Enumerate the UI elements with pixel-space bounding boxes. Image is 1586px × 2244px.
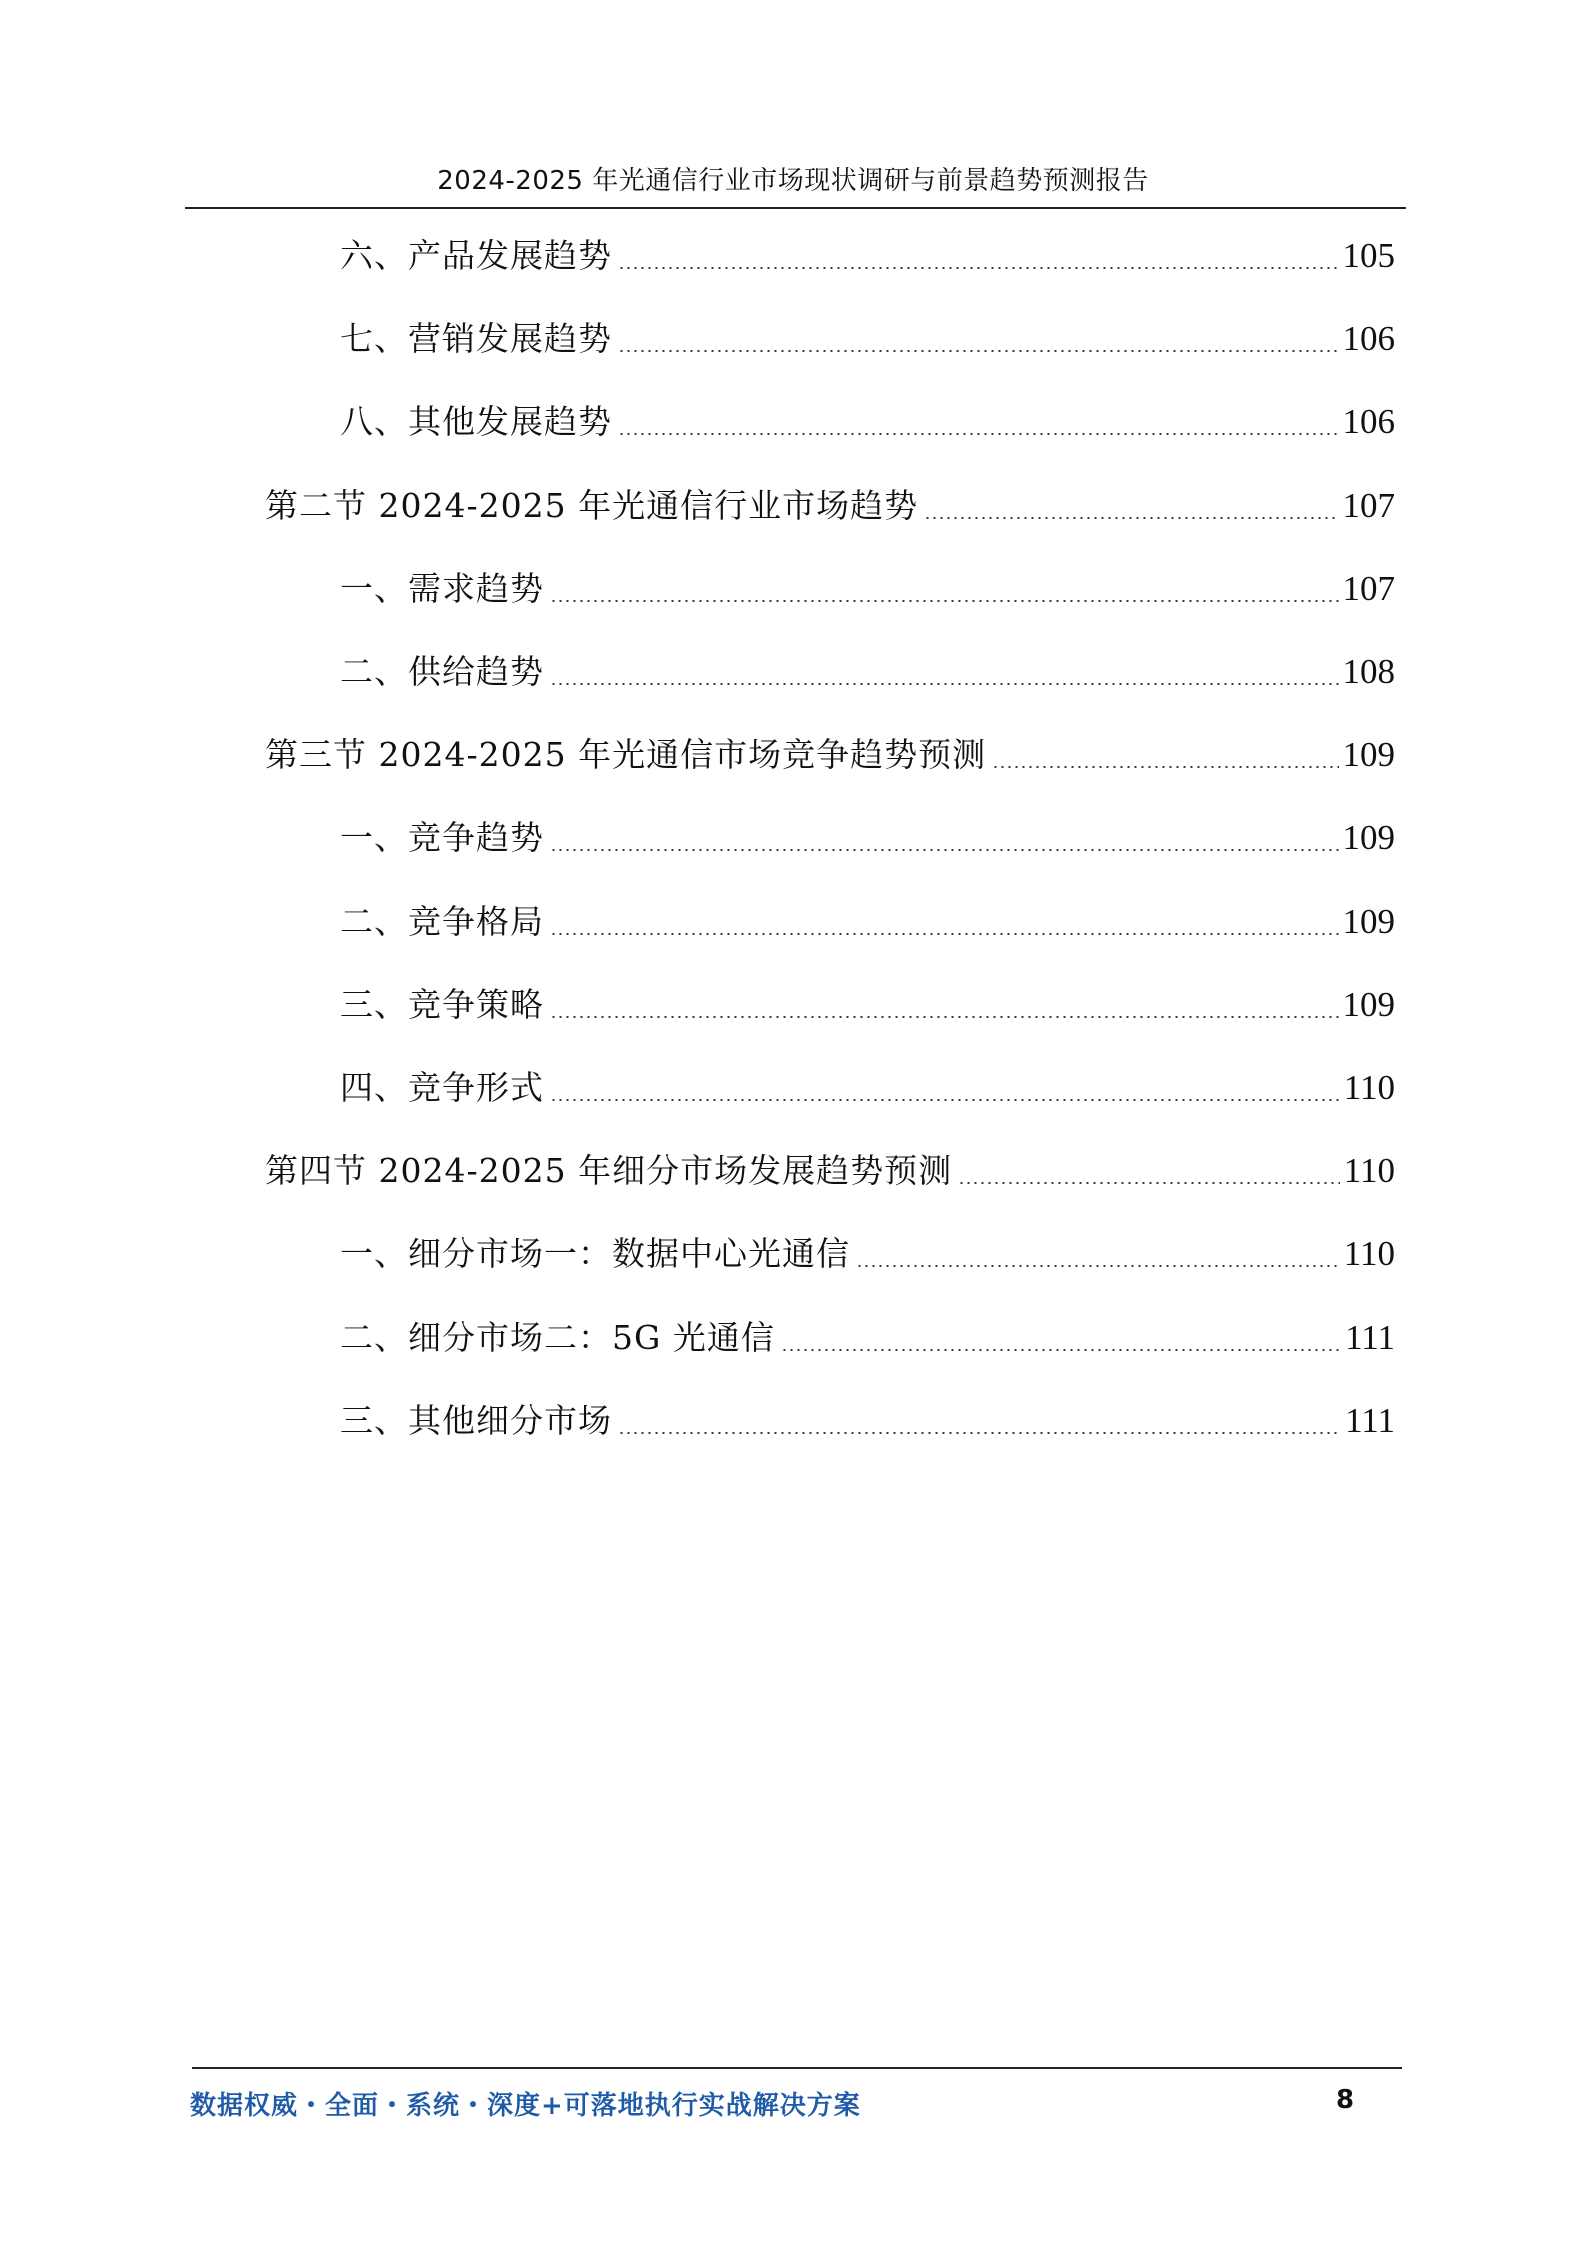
toc-entry-page: 109 bbox=[1342, 902, 1395, 941]
toc-entry-page: 110 bbox=[1343, 1068, 1395, 1107]
toc-entry-page: 109 bbox=[1342, 735, 1395, 774]
toc-entry-page: 109 bbox=[1342, 985, 1395, 1024]
toc-entry[interactable] bbox=[340, 1222, 1395, 1278]
toc-entry-label: 八、其他发展趋势 bbox=[340, 402, 612, 441]
toc-entry-page: 106 bbox=[1342, 402, 1395, 441]
toc-entry[interactable] bbox=[340, 640, 1395, 696]
toc-entry-label: 一、细分市场一：数据中心光通信 bbox=[340, 1234, 850, 1273]
toc-entry-label: 第三节 2024-2025 年光通信市场竞争趋势预测 bbox=[265, 735, 987, 774]
toc-entry-label: 六、产品发展趋势 bbox=[340, 236, 612, 275]
toc-entry-page: 106 bbox=[1342, 319, 1395, 358]
toc-entry[interactable] bbox=[340, 557, 1395, 613]
toc-dot-leader bbox=[618, 1432, 1341, 1434]
toc-dot-leader bbox=[550, 600, 1339, 602]
toc-entry[interactable] bbox=[340, 224, 1395, 280]
toc-entry-page: 111 bbox=[1345, 1401, 1395, 1440]
toc-entry[interactable] bbox=[340, 806, 1395, 862]
toc-entry-page: 107 bbox=[1342, 486, 1395, 525]
toc-entry-label: 二、细分市场二：5G 光通信 bbox=[340, 1318, 775, 1357]
toc-dot-leader bbox=[550, 933, 1339, 935]
toc-entry-page: 111 bbox=[1345, 1318, 1395, 1357]
toc-entry-label: 第四节 2024-2025 年细分市场发展趋势预测 bbox=[265, 1151, 953, 1190]
toc-dot-leader bbox=[550, 849, 1339, 851]
toc-entry-label: 第二节 2024-2025 年光通信行业市场趋势 bbox=[265, 486, 919, 525]
toc-entry-label: 二、竞争格局 bbox=[340, 902, 544, 941]
toc-entry[interactable] bbox=[340, 1056, 1395, 1112]
toc-entry[interactable] bbox=[340, 973, 1395, 1029]
toc-dot-leader bbox=[856, 1265, 1340, 1267]
toc-entry-page: 105 bbox=[1342, 236, 1395, 275]
toc-entry-label: 七、营销发展趋势 bbox=[340, 319, 612, 358]
footer-divider bbox=[192, 2067, 1402, 2069]
toc-entry-page: 108 bbox=[1342, 652, 1395, 691]
toc-entry-page: 107 bbox=[1342, 569, 1395, 608]
toc-entry-page: 110 bbox=[1343, 1151, 1395, 1190]
toc-entry[interactable] bbox=[340, 1306, 1395, 1362]
toc-entry-label: 三、其他细分市场 bbox=[340, 1401, 612, 1440]
toc-dot-leader bbox=[550, 1099, 1340, 1101]
footer-slogan: 数据权威・全面・系统・深度+可落地执行实战解决方案 bbox=[190, 2091, 861, 2121]
toc-dot-leader bbox=[550, 1016, 1339, 1018]
toc-entry[interactable] bbox=[265, 1139, 1395, 1195]
page-number: 8 bbox=[1336, 2085, 1355, 2115]
toc-dot-leader bbox=[781, 1349, 1341, 1351]
toc-entry-label: 一、竞争趋势 bbox=[340, 818, 544, 857]
toc-entry[interactable] bbox=[340, 307, 1395, 363]
toc-entry[interactable] bbox=[265, 474, 1395, 530]
toc-dot-leader bbox=[618, 433, 1339, 435]
toc-dot-leader bbox=[550, 683, 1339, 685]
toc-dot-leader bbox=[924, 517, 1338, 519]
toc-entry-page: 110 bbox=[1343, 1234, 1395, 1273]
toc-entry-label: 二、供给趋势 bbox=[340, 652, 544, 691]
toc-dot-leader bbox=[618, 267, 1339, 269]
toc-dot-leader bbox=[618, 350, 1339, 352]
toc-entry[interactable] bbox=[265, 723, 1395, 779]
header-divider bbox=[185, 207, 1406, 209]
toc-entry[interactable] bbox=[340, 1389, 1395, 1445]
toc-entry[interactable] bbox=[340, 890, 1395, 946]
toc-dot-leader bbox=[958, 1182, 1340, 1184]
toc-entry-label: 一、需求趋势 bbox=[340, 569, 544, 608]
toc-entry-label: 四、竞争形式 bbox=[340, 1068, 544, 1107]
toc-dot-leader bbox=[992, 766, 1338, 768]
toc-entry-label: 三、竞争策略 bbox=[340, 985, 544, 1024]
toc-entry-page: 109 bbox=[1342, 818, 1395, 857]
report-title: 2024-2025 年光通信行业市场现状调研与前景趋势预测报告 bbox=[437, 166, 1149, 196]
toc-entry[interactable] bbox=[340, 390, 1395, 446]
